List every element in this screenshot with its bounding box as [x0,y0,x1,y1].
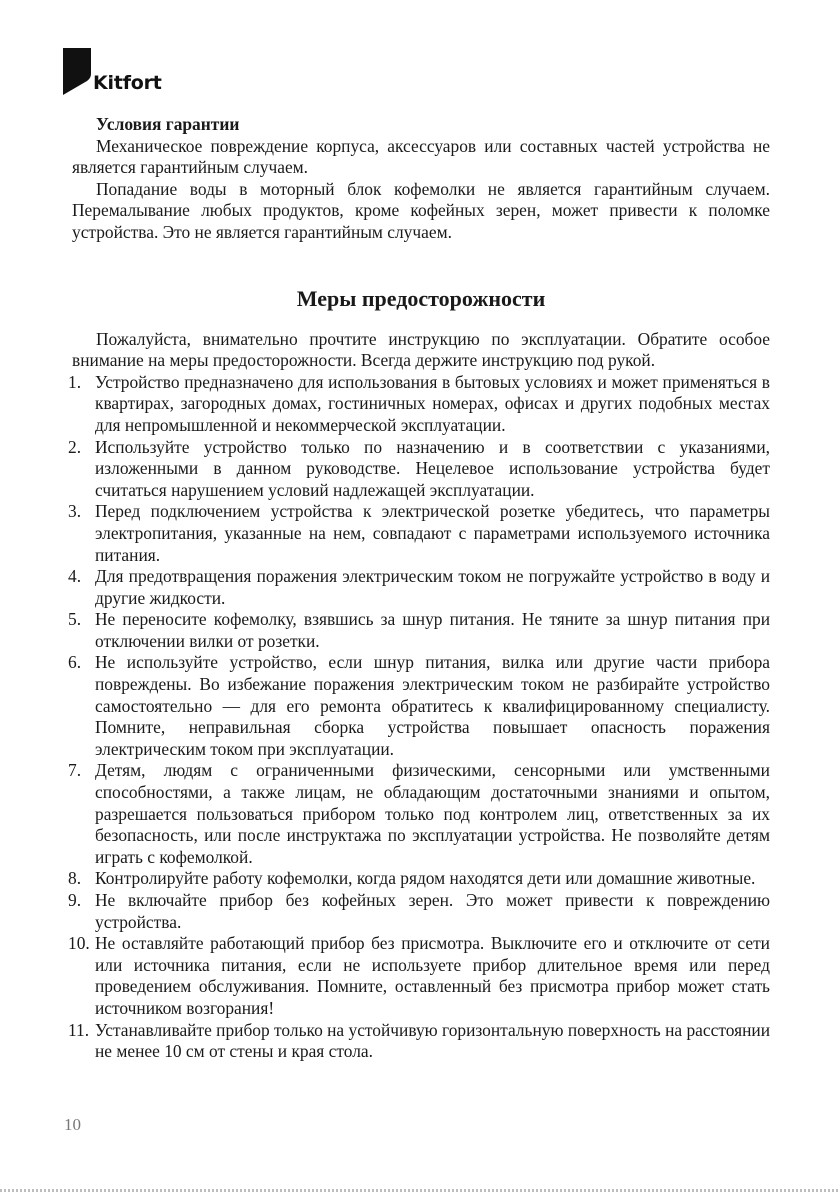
item-text: Не используйте устройство, если шнур питания, вилка или другие части прибора повреждены. Во избежание поражения электрическим током не разбирайте устройство самостоятельно — для его ремонта обратитесь к квалифицированному специалисту. Помните, неправильная сборка устройства повышает опасность поражения электрическим током при эксплуатации. [95,652,770,759]
warranty-title: Условия гарантии [96,114,240,134]
item-text: Не переносите кофемолку, взявшись за шнур питания. Не тяните за шнур питания при отключении вилки от розетки. [95,609,770,651]
list-item [68,1019,770,1063]
section-title: Меры предосторожности [296,285,546,311]
list-item [68,652,770,760]
item-number: 7. [68,760,82,781]
list-item [68,609,770,652]
item-text: Используйте устройство только по назначению и в соответствии с указаниями, изложенными в данном руководстве. Нецелевое использование устройства будет считаться нарушением условий надлежащей эксплуатации. [95,436,770,500]
item-number: 9. [68,890,82,910]
item-number: 1. [68,371,82,392]
item-number: 8. [68,868,82,889]
item-number: 6. [68,652,82,673]
list-item [68,890,770,933]
item-text: Контролируйте работу кофемолки, когда рядом находятся дети или домашние животные. [95,868,756,889]
kitfort-logo-icon [63,48,91,95]
page-content [68,114,770,1063]
item-number: 3. [68,501,82,522]
item-number: 2. [68,436,82,457]
item-number: 10. [68,933,90,954]
item-number: 4. [68,566,82,587]
precautions-list [68,371,770,1063]
item-text: Не включайте прибор без кофейных зерен. Это может привести к повреждению устройства. [95,890,770,932]
item-text: Перед подключением устройства к электрической розетке убедитесь, что параметры электропитания, указанные на нем, совпадают с параметрами используемого источника питания. [95,501,770,565]
brand-name: Kitfort [93,72,162,94]
item-number: 5. [68,609,82,630]
warranty-paragraph: Попадание воды в моторный блок кофемолки не является гарантийным случаем. Перемалывание любых продуктов, кроме кофейных зерен, может привести к поломке устройства. Это не является гарантийным случаем. [72,178,770,242]
item-text: Для предотвращения поражения электрическим током не погружайте устройство в воду и другие жидкости. [95,566,770,608]
list-item [68,868,770,890]
list-item [68,566,770,609]
list-item [68,760,770,868]
list-item [68,933,770,1019]
item-text: Не оставляйте работающий прибор без присмотра. Выключите его и отключите от сети или источника питания, если не используете прибор длительное время или перед проведением обслуживания. Помните, оставленный без присмотра прибор может стать источником возгорания! [95,933,770,1018]
list-item [68,371,770,437]
page-number: 10 [64,1115,81,1134]
item-text: Детям, людям с ограниченными физическими, сенсорными или умственными способностями, а также лицам, не обладающим достаточными знаниями и опытом, разрешается пользоваться прибором только под контролем лиц, ответственных за их безопасность, или после инструктажа по эксплуатации устройства. Не позволяйте детям играть с кофемолкой. [95,760,770,867]
warranty-paragraph: Механическое повреждение корпуса, аксессуаров или составных частей устройства не является гарантийным случаем. [72,135,770,178]
brand-logo [63,48,162,95]
item-text: Устанавливайте прибор только на устойчивую горизонтальную поверхность на расстоянии не менее 10 см от стены и края стола. [95,1019,770,1062]
item-number: 11. [68,1019,90,1040]
item-text: Устройство предназначено для использования в бытовых условиях и может применяться в квартирах, загородных домах, гостиничных номерах, офисах и других подобных местах для непромышленной и некоммерческой эксплуатации. [95,371,770,435]
list-item [68,501,770,566]
precautions-intro: Пожалуйста, внимательно прочтите инструкцию по эксплуатации. Обратите особое внимание на меры предосторожности. Всегда держите инструкцию под рукой. [72,328,770,371]
list-item [68,436,770,502]
page-edge-divider [0,1189,839,1192]
